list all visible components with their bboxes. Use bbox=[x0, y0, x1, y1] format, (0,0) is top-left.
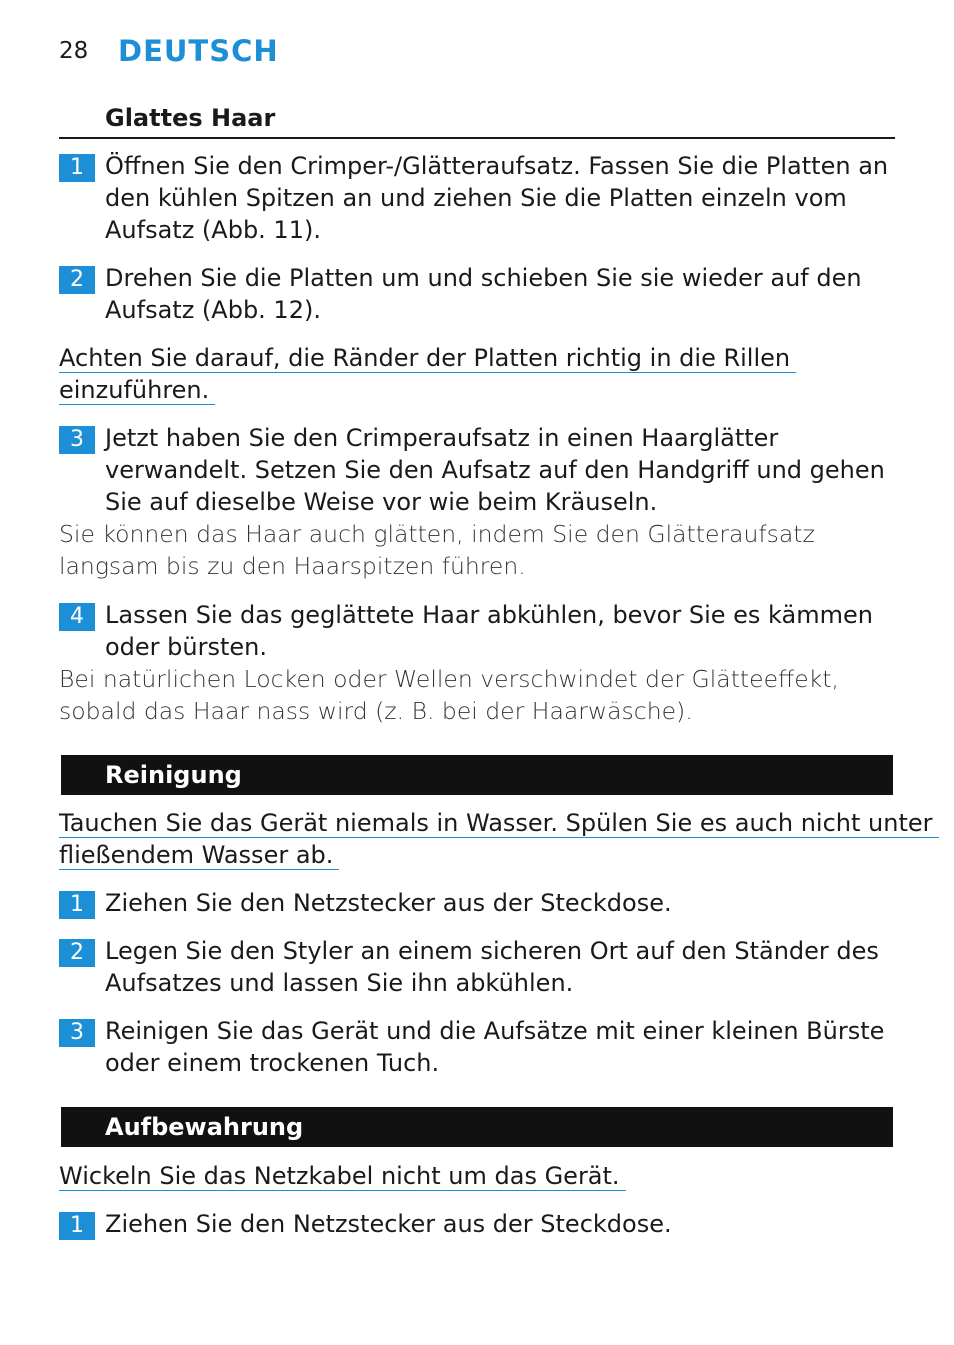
section-divider bbox=[59, 137, 895, 139]
section-header-bar bbox=[61, 1107, 893, 1147]
step-text: Ziehen Sie den Netzstecker aus der Steckdose. bbox=[105, 889, 672, 917]
step-number-badge: 2 bbox=[59, 266, 95, 294]
section-title-cleaning: Reinigung bbox=[105, 761, 242, 789]
page-number: 28 bbox=[59, 38, 89, 64]
warning-line: Tauchen Sie das Gerät niemals in Wasser. Spülen Sie es auch nicht unter bbox=[59, 809, 939, 838]
section-title-smooth-hair: Glattes Haar bbox=[105, 104, 276, 132]
step-text: Drehen Sie die Platten um und schieben Sie sie wieder auf den Aufsatz (Abb. 12). bbox=[105, 264, 862, 324]
note-text: Sie können das Haar auch glätten, indem Sie den Glätteraufsatz langsam bis zu den Haarspitzen führen. bbox=[59, 520, 815, 580]
step-item bbox=[59, 262, 899, 326]
warning-line: fließendem Wasser ab. bbox=[59, 841, 339, 870]
step-item bbox=[59, 422, 899, 518]
step-item bbox=[59, 935, 899, 999]
step-item bbox=[59, 1208, 899, 1240]
step-text: Legen Sie den Styler an einem sicheren Ort auf den Ständer des Aufsatzes und lassen Sie ihn abkühlen. bbox=[105, 937, 879, 997]
step-number-badge: 1 bbox=[59, 154, 95, 182]
step-item bbox=[59, 150, 899, 246]
step-text: Jetzt haben Sie den Crimperaufsatz in einen Haarglätter verwandelt. Setzen Sie den Aufsatz auf den Handgriff und gehen Sie auf dieselbe Weise vor wie beim Kräuseln. bbox=[105, 424, 885, 516]
step-item bbox=[59, 599, 899, 663]
warning-line: einzuführen. bbox=[59, 376, 215, 405]
warning-text bbox=[59, 1160, 626, 1192]
step-text: Ziehen Sie den Netzstecker aus der Steckdose. bbox=[105, 1210, 672, 1238]
step-item bbox=[59, 887, 899, 919]
warning-line: Achten Sie darauf, die Ränder der Platten richtig in die Rillen bbox=[59, 344, 796, 373]
warning-line: Wickeln Sie das Netzkabel nicht um das Gerät. bbox=[59, 1162, 626, 1191]
step-number-badge: 3 bbox=[59, 426, 95, 454]
warning-text bbox=[59, 342, 796, 406]
step-number-badge: 4 bbox=[59, 603, 95, 631]
language-heading: DEUTSCH bbox=[118, 34, 279, 68]
step-number-badge: 3 bbox=[59, 1019, 95, 1047]
note-text: Bei natürlichen Locken oder Wellen verschwindet der Glätteeffekt, sobald das Haar nass wird (z. B. bei der Haarwäsche). bbox=[59, 665, 839, 725]
step-number-badge: 1 bbox=[59, 1212, 95, 1240]
section-header-bar bbox=[61, 755, 893, 795]
step-text: Öffnen Sie den Crimper-/Glätteraufsatz. Fassen Sie die Platten an den kühlen Spitzen an und ziehen Sie die Platten einzeln vom Aufsatz (Abb. 11). bbox=[105, 152, 889, 244]
step-number-badge: 1 bbox=[59, 891, 95, 919]
step-item bbox=[59, 1015, 899, 1079]
step-number-badge: 2 bbox=[59, 939, 95, 967]
step-text: Reinigen Sie das Gerät und die Aufsätze mit einer kleinen Bürste oder einem trockenen Tuch. bbox=[105, 1017, 885, 1077]
step-text: Lassen Sie das geglättete Haar abkühlen, bevor Sie es kämmen oder bürsten. bbox=[105, 601, 873, 661]
section-title-storage: Aufbewahrung bbox=[105, 1113, 304, 1141]
warning-text bbox=[59, 807, 939, 871]
